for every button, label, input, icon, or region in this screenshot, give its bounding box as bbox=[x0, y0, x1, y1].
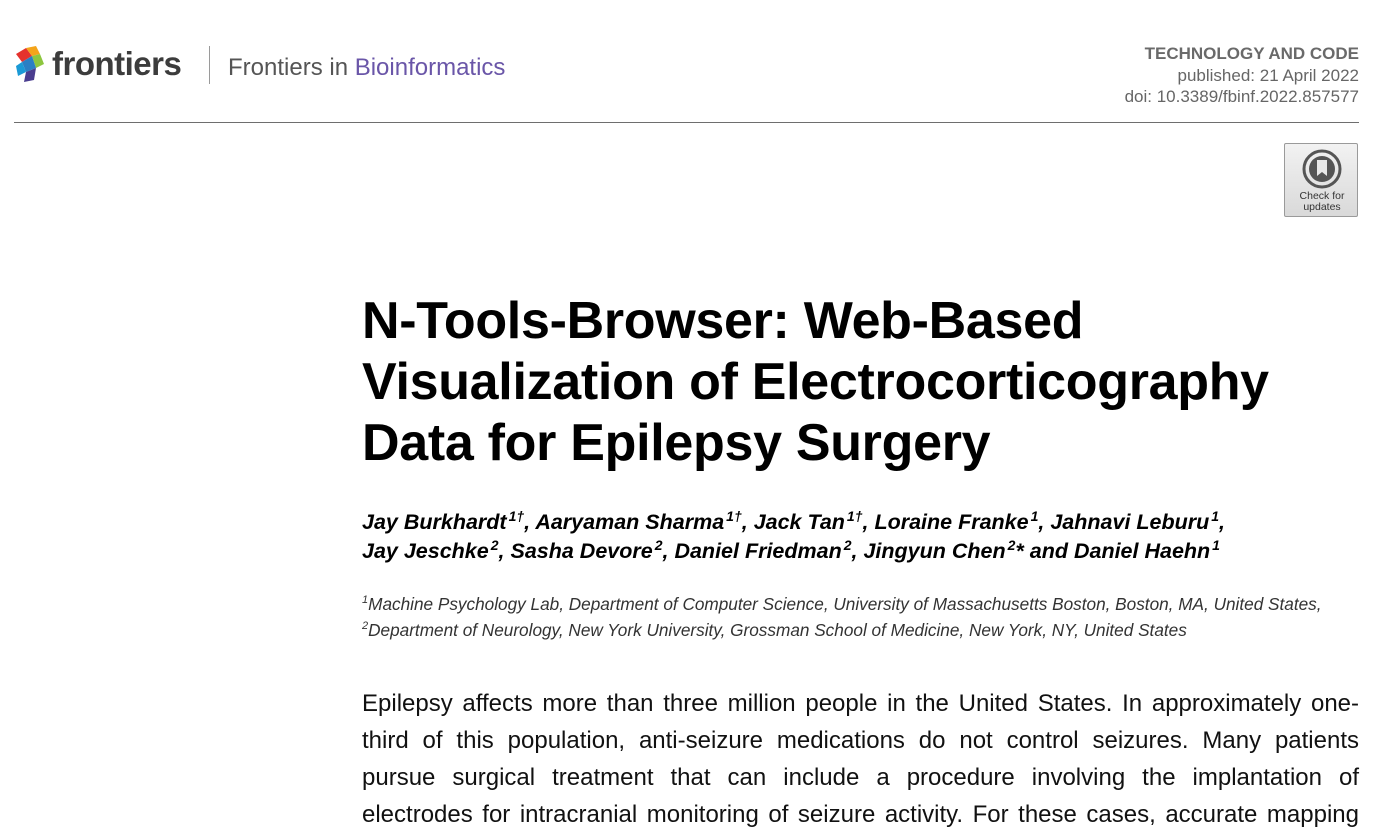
author-affil-mark: 1† bbox=[508, 508, 525, 524]
author-affil-mark: 1 bbox=[1211, 508, 1220, 524]
frontiers-logo-mark-icon bbox=[14, 44, 46, 84]
author-name[interactable]: Daniel Haehn bbox=[1073, 539, 1211, 563]
affiliation-text: Department of Neurology, New York University, Grossman School of Medicine, New York, NY, United States bbox=[368, 620, 1187, 640]
author-name[interactable]: Loraine Franke bbox=[874, 510, 1029, 534]
author-affil-mark: 2 bbox=[1007, 537, 1016, 553]
author-separator: * and bbox=[1015, 539, 1074, 563]
article-type: TECHNOLOGY AND CODE bbox=[1144, 44, 1359, 63]
author-name[interactable]: Jay Jeschke bbox=[362, 539, 489, 563]
published-date: published: 21 April 2022 bbox=[1177, 65, 1359, 85]
journal-header bbox=[0, 0, 1387, 123]
author-name[interactable]: Daniel Friedman bbox=[674, 539, 842, 563]
title-line: N-Tools-Browser: Web-Based bbox=[362, 292, 1084, 350]
author-affil-mark: 1† bbox=[726, 508, 742, 524]
author-name[interactable]: Sasha Devore bbox=[510, 539, 653, 563]
author-affil-mark: 1 bbox=[1212, 537, 1220, 553]
author-affil-mark: 1 bbox=[1030, 508, 1039, 524]
author-separator: , bbox=[1219, 510, 1226, 534]
abstract-line: Epilepsy affects more than three million people in the United States. In approximately one- bbox=[362, 690, 1359, 717]
author-separator: , bbox=[498, 539, 511, 563]
affiliation-text: Machine Psychology Lab, Department of Computer Science, University of Massachusetts Boston, Boston, MA, United States, bbox=[368, 594, 1322, 614]
frontiers-logo[interactable] bbox=[14, 44, 181, 84]
author-line-1 bbox=[362, 508, 1362, 537]
author-affil-mark: 2 bbox=[843, 537, 852, 553]
header-rule bbox=[14, 122, 1359, 123]
abstract-line: pursue surgical treatment that can include a procedure involving the implantation of bbox=[362, 764, 1359, 791]
author-separator: , bbox=[862, 510, 875, 534]
author-separator: , bbox=[524, 510, 536, 534]
author-list bbox=[362, 508, 1362, 566]
badge-label bbox=[1285, 191, 1359, 212]
author-separator: , bbox=[662, 539, 675, 563]
journal-title[interactable] bbox=[228, 54, 505, 82]
author-name[interactable]: Aaryaman Sharma bbox=[535, 510, 725, 534]
author-separator: , bbox=[1038, 510, 1051, 534]
article-title bbox=[362, 291, 1362, 474]
logo-wordmark: frontiers bbox=[52, 45, 182, 82]
author-affil-mark: 1† bbox=[846, 508, 863, 524]
author-name[interactable]: Jingyun Chen bbox=[863, 539, 1006, 563]
doi-link[interactable]: doi: 10.3389/fbinf.2022.857577 bbox=[1124, 87, 1359, 106]
author-name[interactable]: Jack Tan bbox=[753, 510, 845, 534]
author-affil-mark: 2 bbox=[654, 537, 663, 553]
title-line: Visualization of Electrocorticography bbox=[362, 353, 1269, 411]
abstract-line: third of this population, anti-seizure medications do not control seizures. Many patients bbox=[362, 727, 1359, 754]
badge-line-2: updates bbox=[1303, 200, 1341, 213]
affiliation-mark: 2 bbox=[362, 620, 369, 632]
crossmark-icon bbox=[1301, 148, 1343, 190]
header-divider bbox=[209, 46, 210, 84]
author-name[interactable]: Jay Burkhardt bbox=[362, 510, 507, 534]
affiliation bbox=[362, 591, 1362, 617]
abstract-line: electrodes for intracranial monitoring of seizure activity. For these cases, accurate mapping bbox=[362, 801, 1359, 828]
author-affil-mark: 2 bbox=[490, 537, 499, 553]
title-line: Data for Epilepsy Surgery bbox=[362, 414, 991, 472]
journal-prefix: Frontiers in bbox=[228, 54, 355, 81]
author-name[interactable]: Jahnavi Leburu bbox=[1050, 510, 1210, 534]
article-meta bbox=[1125, 43, 1359, 108]
author-separator: , bbox=[851, 539, 864, 563]
journal-name: Bioinformatics bbox=[354, 54, 506, 81]
affiliation bbox=[362, 617, 1362, 643]
affiliations bbox=[362, 591, 1362, 643]
author-line-2 bbox=[362, 537, 1362, 566]
check-for-updates-badge[interactable] bbox=[1284, 143, 1358, 217]
affiliation-mark: 1 bbox=[362, 594, 369, 606]
author-separator: , bbox=[741, 510, 754, 534]
badge-line-1: Check for bbox=[1299, 190, 1345, 202]
